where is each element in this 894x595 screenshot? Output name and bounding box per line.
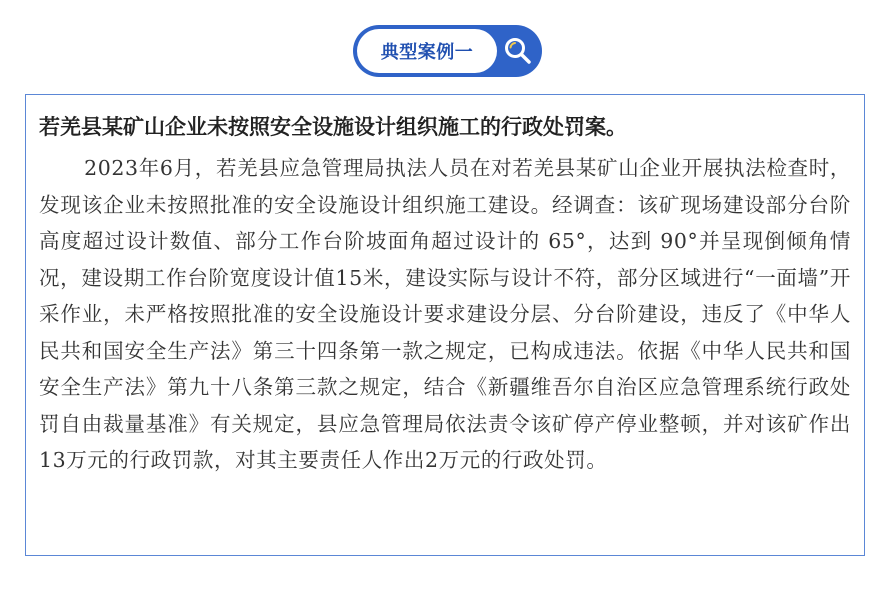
case-title: 若羌县某矿山企业未按照安全设施设计组织施工的行政处罚案。	[39, 114, 627, 139]
section-badge-label: 典型案例一	[357, 29, 497, 73]
case-card	[25, 94, 865, 556]
search-icon	[500, 33, 536, 69]
case-body: 2023年6月，若羌县应急管理局执法人员在对若羌县某矿山企业开展执法检查时，发现该企业未按照批准的安全设施设计组织施工建设。经调查：该矿现场建设部分台阶高度超过设计数值、部分工作台阶坡面角超过设计的 65°，达到 90°并呈现倒倾角情况，建设期工作台阶宽度设计值15米，建设实际与设计不符，部分区域进行“一面墙”开采作业，未严格按照批准的安全设施设计要求建设分层、分台阶建设，违反了《中华人民共和国安全生产法》第三十四条第一款之规定，已构成违法。依据《中华人民共和国安全生产法》第九十八条第三款之规定，结合《新疆维吾尔自治区应急管理系统行政处罚自由裁量基准》有关规定，县应急管理局依法责令该矿停产停业整顿，并对该矿作出13万元的行政罚款，对其主要责任人作出2万元的行政处罚。	[39, 156, 851, 472]
section-badge	[353, 25, 542, 77]
